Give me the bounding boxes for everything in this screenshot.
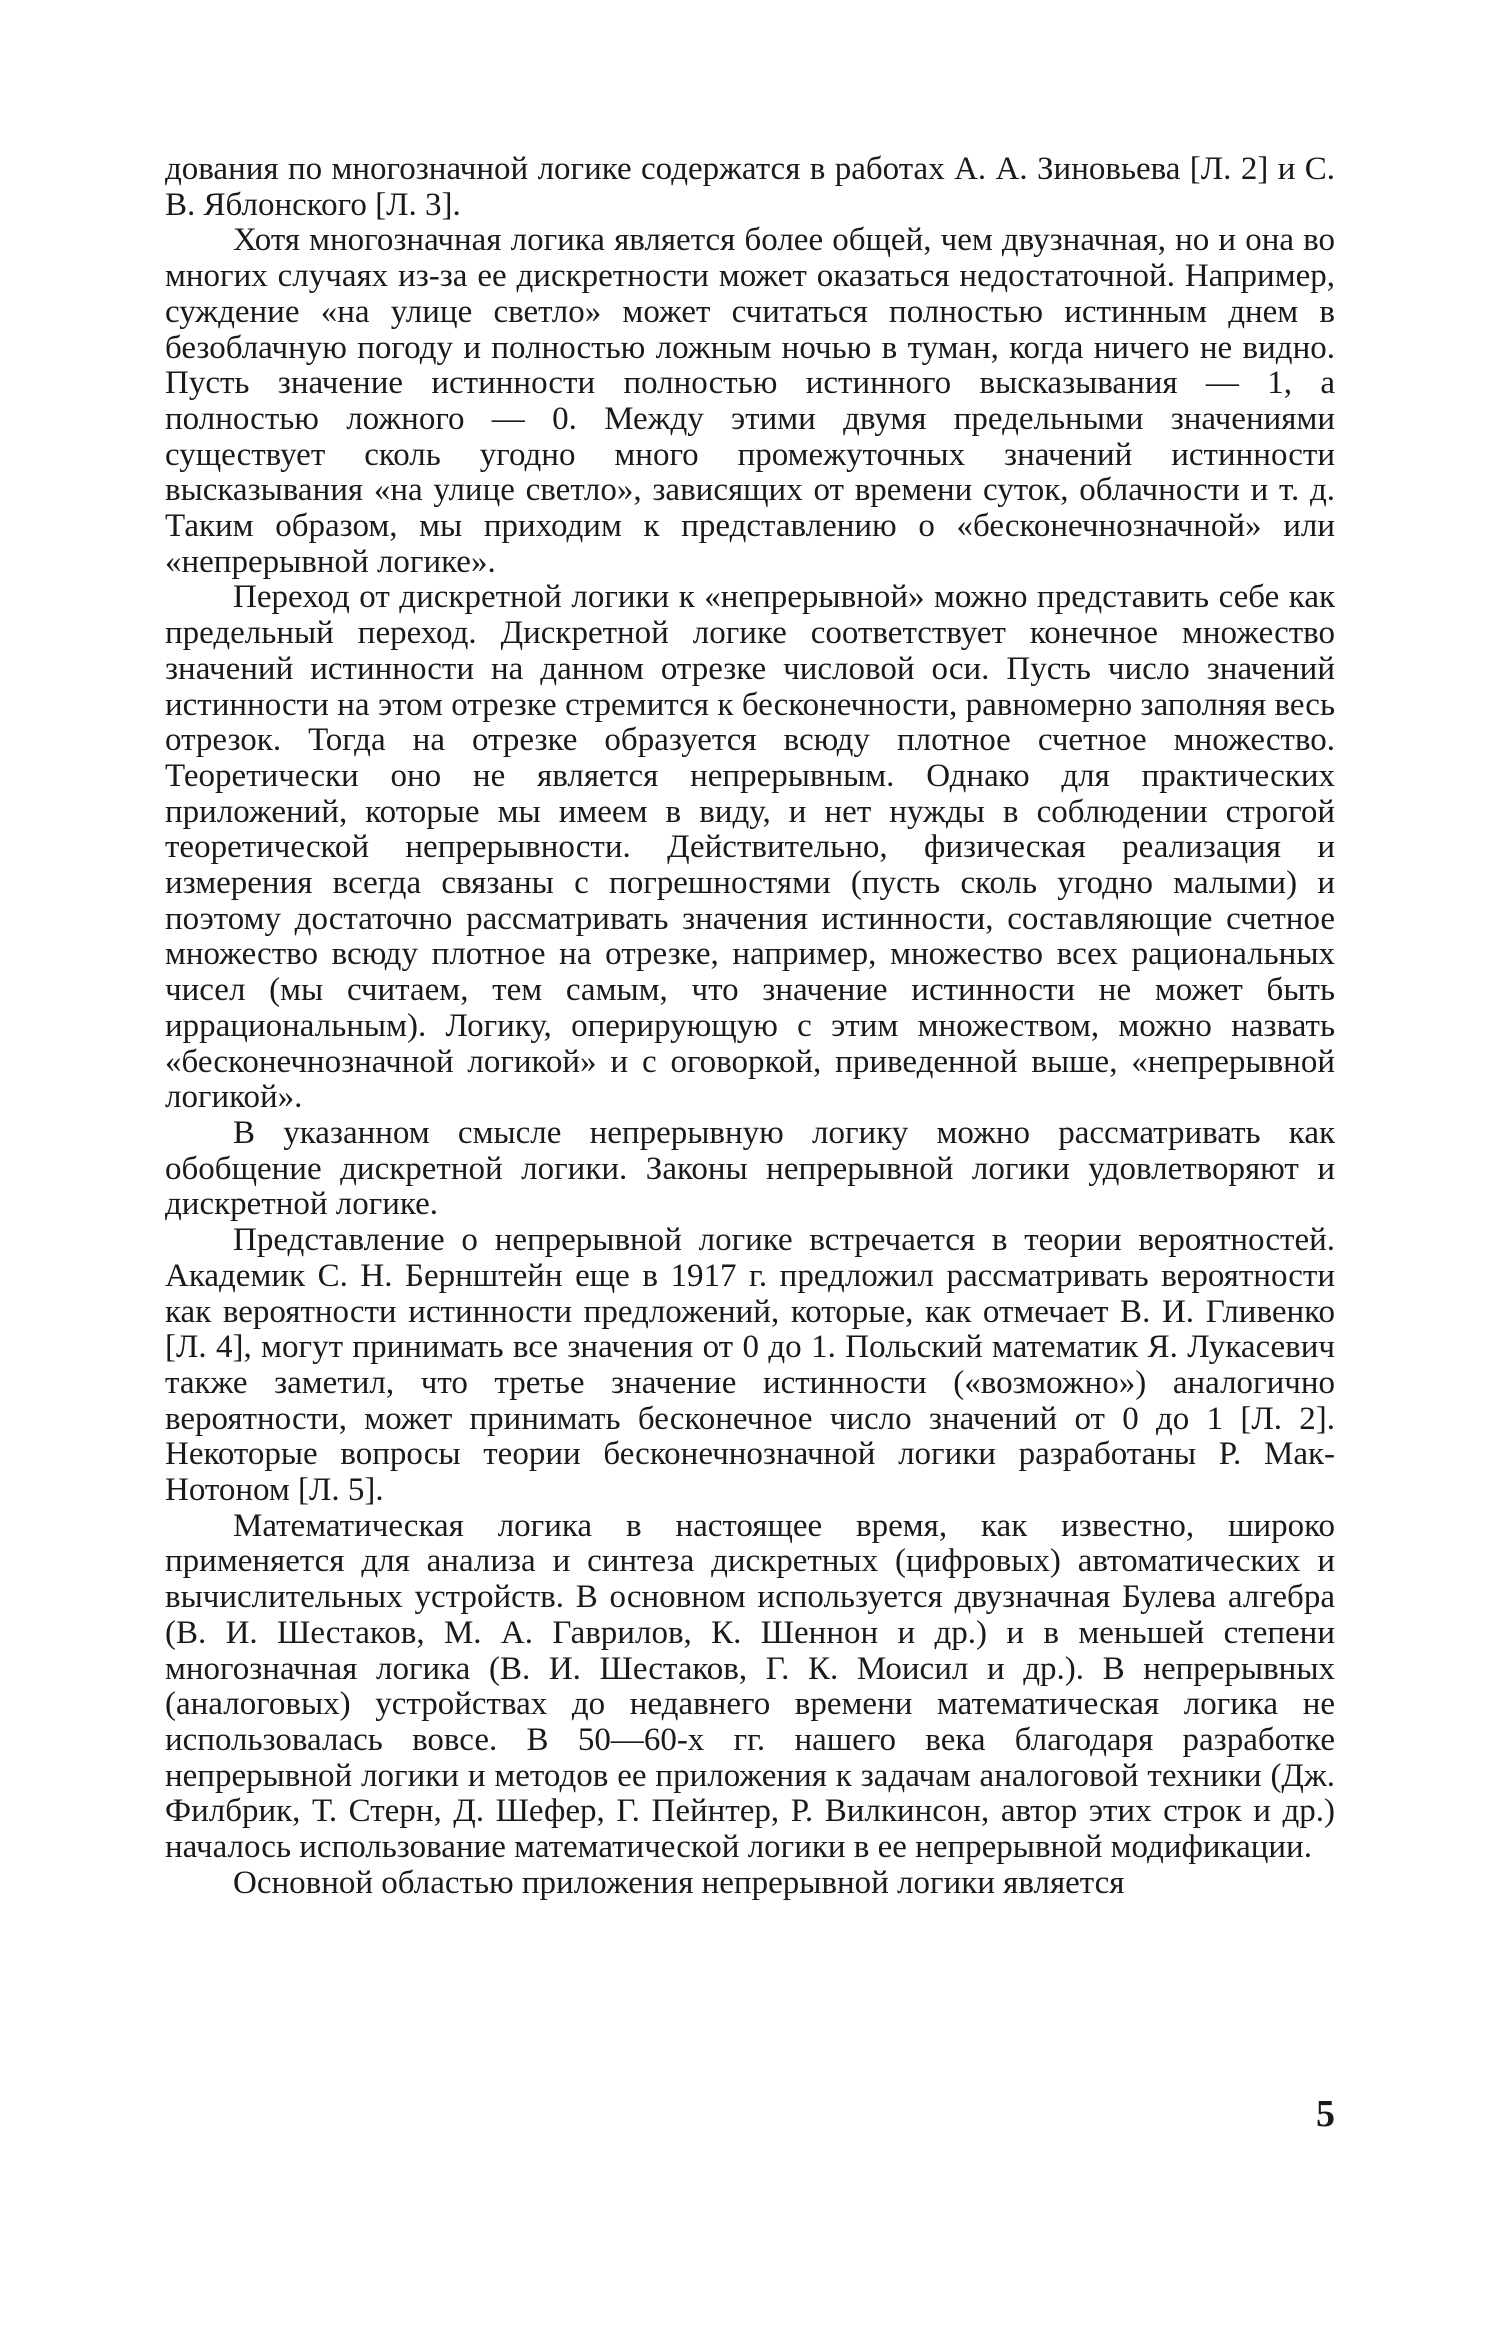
paragraph-probability-theory: Представление о непрерывной логике встречается в теории вероятностей. Академик С. Н. Бернштейн еще в 1917 г. предложил рассматривать вероятности как вероятности истинности предложений, которые, как отмечает В. И. Гливенко [Л. 4], могут принимать все значения от 0 до 1. Польский математик Я. Лукасевич также заметил, что третье значение истинности («возможно») аналогично вероятности, может принимать бесконечное число значений от 0 до 1 [Л. 2]. Некоторые вопросы теории бесконечнозначной логики разработаны Р. Мак-Нотоном [Л. 5]. bbox=[165, 1222, 1335, 1509]
paragraph-continuation: дования по многозначной логике содержатся в работах А. А. Зиновьева [Л. 2] и С. В. Яблонского [Л. 3]. bbox=[165, 151, 1335, 223]
document-page bbox=[165, 152, 1335, 2272]
paragraph-main-area: Основной областью приложения непрерывной логики является bbox=[233, 1864, 1125, 1901]
paragraph-applications: Математическая логика в настоящее время, как известно, широко применяется для анализа и синтеза дискретных (цифровых) автоматических и вычислительных устройств. В основном используется двузначная Булева алгебра (В. И. Шестаков, М. А. Гаврилов, К. Шеннон и др.) и в меньшей степени многозначная логика (В. И. Шестаков, Г. К. Моисил и др.). В непрерывных (аналоговых) устройствах до недавнего времени математическая логика не использовалась вовсе. В 50—60-х гг. нашего века благодаря разработке непрерывной логики и методов ее приложения к задачам аналоговой техники (Дж. Филбрик, Т. Стерн, Д. Шефер, Г. Пейнтер, Р. Вилкинсон, автор этих строк и др.) началось использование математической логики в ее непрерывной модификации. bbox=[165, 1507, 1335, 1866]
paragraph-multivalued-logic: Хотя многозначная логика является более общей, чем двузначная, но и она во многих случаях из-за ее дискретности может оказаться недостаточной. Например, суждение «на улице светло» может считаться полностью истинным днем в безоблачную погоду и полностью ложным ночью в туман, когда ничего не видно. Пусть значение истинности полностью истинного высказывания — 1, а полностью ложного — 0. Между этими двумя предельными значениями существует сколь угодно много промежуточных значений истинности высказывания «на улице светло», зависящих от времени суток, облачности и т. д. Таким образом, мы приходим к представлению о «бесконечнозначной» или «непрерывной логике». bbox=[165, 222, 1335, 580]
paragraph-limit-transition: Переход от дискретной логики к «непрерывной» можно представить себе как предельный переход. Дискретной логике соответствует конечное множество значений истинности на данном отрезке числовой оси. Пусть число значений истинности на этом отрезке стремится к бесконечности, равномерно заполняя весь отрезок. Тогда на отрезке образуется всюду плотное счетное множество. Теоретически оно не является непрерывным. Однако для практических приложений, которые мы имеем в виду, и нет нужды в соблюдении строгой теоретической непрерывности. Действительно, физическая реализация и измерения всегда связаны с погрешностями (пусть сколь угодно малыми) и поэтому достаточно рассматривать значения истинности, составляющие счетное множество всюду плотное на отрезке, например, множество всех рациональных чисел (мы считаем, тем самым, что значение истинности не может быть иррациональным). Логику, оперирующую с этим множеством, можно назвать «бесконечнозначной логикой» и с оговоркой, приведенной выше, «непрерывной логикой». bbox=[165, 579, 1335, 1116]
paragraph-generalization: В указанном смысле непрерывную логику можно рассматривать как обобщение дискретной логики. Законы непрерывной логики удовлетворяют и дискретной логике. bbox=[165, 1114, 1335, 1223]
page-number: 5 bbox=[1316, 2093, 1335, 2135]
